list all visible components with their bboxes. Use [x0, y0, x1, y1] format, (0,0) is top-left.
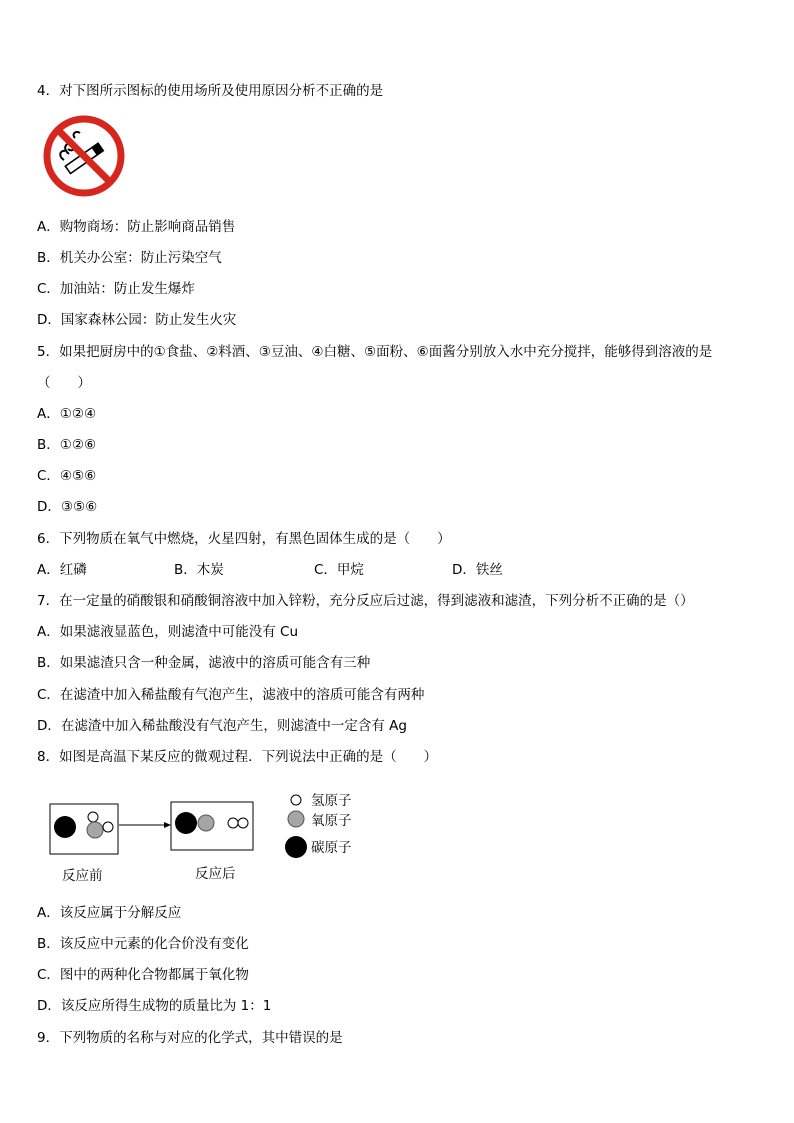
q5-option-a: A．①②④ [37, 406, 97, 422]
q5-stem-blank: （ ） [37, 375, 91, 391]
q6-option-d: D．铁丝 [452, 562, 503, 578]
oxygen-atom [87, 822, 103, 838]
label-after: 反应后 [195, 866, 236, 882]
q6-option-a: A．红磷 [37, 562, 87, 578]
oxygen-atom [198, 815, 214, 831]
legend-carbon-label: 碳原子 [311, 840, 352, 856]
q8-stem: 8．如图是高温下某反应的微观过程．下列说法中正确的是（ ） [37, 749, 438, 765]
q4-option-d: D．国家森林公园：防止发生火灾 [37, 312, 237, 328]
label-before: 反应前 [62, 868, 103, 884]
hydrogen-atom [228, 818, 238, 828]
q7-option-d: D．在滤渣中加入稀盐酸没有气泡产生，则滤渣中一定含有 Ag [37, 718, 407, 734]
legend-oxygen-symbol [288, 811, 304, 827]
q7-option-b: B．如果滤渣只含一种金属，滤液中的溶质可能含有三种 [37, 655, 371, 671]
q4-option-c: C．加油站：防止发生爆炸 [37, 281, 195, 297]
q8-option-a: A．该反应属于分解反应 [37, 905, 182, 921]
q8-option-d: D．该反应所得生成物的质量比为 1：1 [37, 998, 272, 1014]
q8-option-b: B．该反应中元素的化合价没有变化 [37, 936, 249, 952]
q6-option-b: B．木炭 [174, 562, 224, 578]
q5-option-b: B．①②⑥ [37, 437, 97, 453]
legend-hydrogen-symbol [291, 795, 301, 805]
q4-option-a: A．购物商场：防止影响商品销售 [37, 219, 236, 235]
legend-oxygen-label: 氧原子 [311, 813, 352, 829]
hydrogen-atom [103, 822, 113, 832]
legend-carbon-symbol [285, 836, 307, 858]
q6-options [37, 561, 557, 579]
q7-stem: 7．在一定量的硝酸银和硝酸铜溶液中加入锌粉，充分反应后过滤，得到滤液和滤渣，下列分析不正确的是（） [37, 593, 694, 609]
carbon-atom [175, 812, 197, 834]
reaction-diagram [40, 786, 380, 886]
q5-option-d: D．③⑤⑥ [37, 499, 98, 515]
carbon-atom [54, 816, 76, 838]
arrow-head-icon [164, 822, 171, 828]
q5-option-c: C．④⑤⑥ [37, 468, 97, 484]
hydrogen-atom [238, 818, 248, 828]
q6-option-c: C．甲烷 [314, 562, 364, 578]
q4-option-b: B．机关办公室：防止污染空气 [37, 250, 222, 266]
q7-option-c: C．在滤渣中加入稀盐酸有气泡产生，滤液中的溶质可能含有两种 [37, 687, 425, 703]
q9-stem: 9．下列物质的名称与对应的化学式，其中错误的是 [37, 1030, 343, 1046]
hydrogen-atom [88, 812, 98, 822]
q4-stem: 4．对下图所示图标的使用场所及使用原因分析不正确的是 [37, 83, 384, 99]
q7-option-a: A．如果滤液显蓝色，则滤渣中可能没有 Cu [37, 624, 299, 640]
q5-stem: 5．如果把厨房中的①食盐、②料酒、③豆油、④白糖、⑤面粉、⑥面酱分别放入水中充分搅拌，能够得到溶液的是 [37, 344, 713, 360]
q8-option-c: C．图中的两种化合物都属于氧化物 [37, 967, 249, 983]
q6-stem: 6．下列物质在氧气中燃烧，火星四射，有黑色固体生成的是（ ） [37, 531, 451, 547]
legend-hydrogen-label: 氢原子 [311, 793, 352, 809]
no-smoking-icon [42, 114, 126, 198]
